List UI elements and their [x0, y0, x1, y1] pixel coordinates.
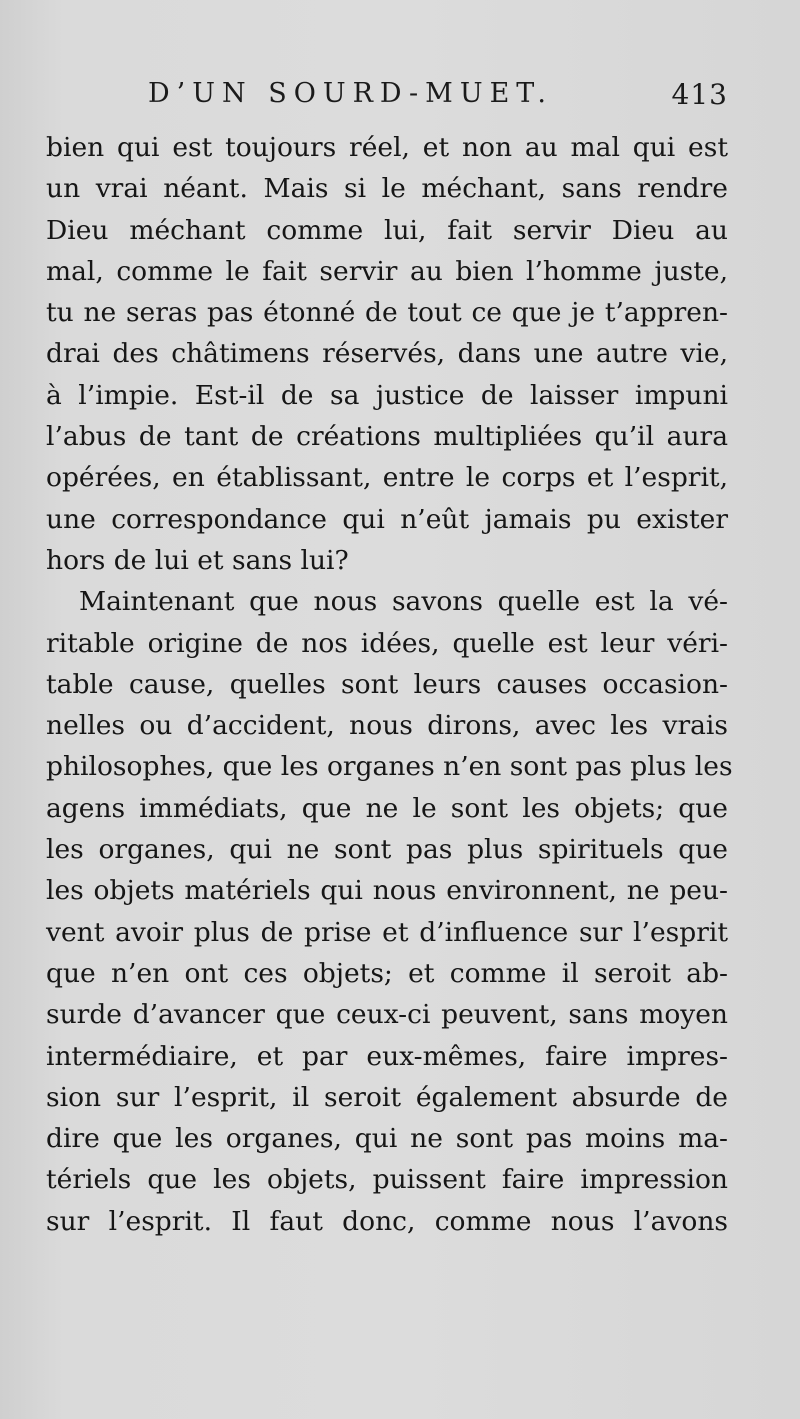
text-line: philosophes, que les organes n’en sont pas plus les: [46, 751, 733, 783]
text-line: une correspondance qui n’eût jamais pu exister: [46, 503, 728, 535]
text-line: surde d’avancer que ceux-ci peuvent, sans moyen: [46, 999, 728, 1031]
text-line: dire que les organes, qui ne sont pas moins ma-: [46, 1123, 728, 1155]
text-line: tériels que les objets, puissent faire impression: [46, 1164, 728, 1196]
paragraph-end-line: hors de lui et sans lui?: [46, 544, 349, 576]
text-line: drai des châtimens réservés, dans une autre vie,: [46, 338, 728, 370]
text-line: les objets matériels qui nous environnent, ne peu-: [46, 875, 728, 907]
text-line: agens immédiats, que ne le sont les objets; que: [46, 792, 728, 824]
text-line: vent avoir plus de prise et d’influence sur l’esprit: [46, 916, 728, 948]
running-head: D’UN SOURD-MUET.: [148, 78, 553, 109]
text-line: à l’impie. Est-il de sa justice de laisser impuni: [46, 379, 728, 411]
text-line: mal, comme le fait servir au bien l’homme juste,: [46, 255, 728, 287]
page-number: 413: [671, 78, 728, 111]
text-line: intermédiaire, et par eux-mêmes, faire impres-: [46, 1040, 728, 1072]
text-line: nelles ou d’accident, nous dirons, avec les vrais: [46, 710, 728, 742]
text-line: ritable origine de nos idées, quelle est leur véri-: [46, 627, 728, 659]
text-line: que n’en ont ces objets; et comme il seroit ab-: [46, 957, 728, 989]
text-line: opérées, en établissant, entre le corps et l’esprit,: [46, 462, 728, 494]
text-line: les organes, qui ne sont pas plus spirituels que: [46, 834, 728, 866]
text-line: table cause, quelles sont leurs causes occasion-: [46, 668, 728, 700]
text-line: un vrai néant. Mais si le méchant, sans rendre: [46, 173, 728, 205]
text-line: tu ne seras pas étonné de tout ce que je t’appren-: [46, 297, 728, 329]
text-line: l’abus de tant de créations multipliées qu’il aura: [46, 421, 728, 453]
page-header: [0, 78, 800, 118]
text-line: bien qui est toujours réel, et non au mal qui est: [46, 132, 728, 163]
text-line: sur l’esprit. Il faut donc, comme nous l’avons: [46, 1205, 728, 1237]
text-line: sion sur l’esprit, il seroit également absurde de: [46, 1081, 728, 1113]
text-line: Dieu méchant comme lui, fait servir Dieu au: [46, 214, 728, 246]
body-text: [46, 127, 733, 1242]
paragraph-start-line: Maintenant que nous savons quelle est la vé-: [79, 586, 728, 618]
